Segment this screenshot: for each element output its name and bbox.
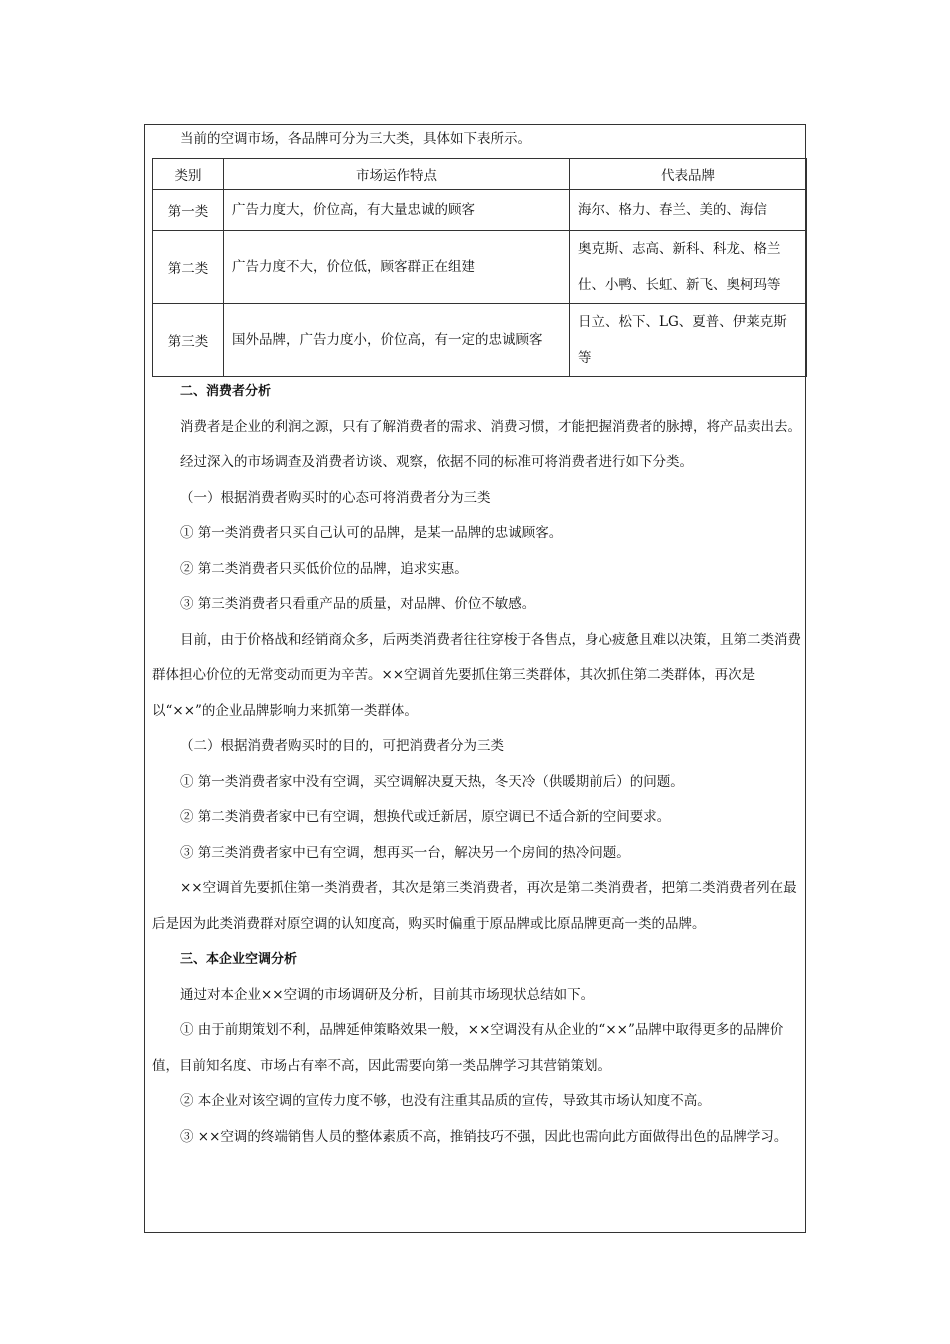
paragraph: 目前，由于价格战和经销商众多，后两类消费者往往穿梭于各售点，身心疲惫且难以决策，且第二类消费群体担心价位的无常变动而更为辛苦。××空调首先要抓住第三类群体，其次抓住第二类群体，再次是以“××”的企业品牌影响力来抓第一类群体。 xyxy=(152,631,801,719)
section-heading: 三、本企业空调分析 xyxy=(180,952,298,967)
row-category: 第二类 xyxy=(153,231,224,304)
list-item: ② 第二类消费者只买低价位的品牌，追求实惠。 xyxy=(180,560,468,577)
table-row xyxy=(153,304,807,377)
row-brands: 海尔、格力、春兰、美的、海信 xyxy=(570,190,807,231)
row-category: 第一类 xyxy=(153,190,224,231)
paragraph: 通过对本企业××空调的市场调研及分析，目前其市场现状总结如下。 xyxy=(180,986,595,1003)
section-heading: 二、消费者分析 xyxy=(180,384,272,399)
list-item: ② 本企业对该空调的宣传力度不够，也没有注重其品质的宣传，导致其市场认知度不高。 xyxy=(180,1093,711,1109)
list-item: ① 第一类消费者只买自己认可的品牌，是某一品牌的忠诚顾客。 xyxy=(180,525,563,541)
sub-heading: （二）根据消费者购买时的目的，可把消费者分为三类 xyxy=(180,738,504,754)
row-feature: 国外品牌，广告力度小，价位高，有一定的忠诚顾客 xyxy=(224,304,570,377)
intro-text: 当前的空调市场，各品牌可分为三大类，具体如下表所示。 xyxy=(180,131,531,147)
row-feature: 广告力度大，价位高，有大量忠诚的顾客 xyxy=(224,190,570,231)
list-item: ① 由于前期策划不利，品牌延伸策略效果一般，××空调没有从企业的“××”品牌中取得更多的品牌价值，目前知名度、市场占有率不高，因此需要向第一类品牌学习其营销策划。 xyxy=(152,1022,784,1074)
document-body xyxy=(152,374,802,1155)
table-header-row xyxy=(153,159,807,190)
list-item: ③ ××空调的终端销售人员的整体素质不高，推销技巧不强，因此也需向此方面做得出色的品牌学习。 xyxy=(180,1128,788,1145)
paragraph: ××空调首先要抓住第一类消费者，其次是第三类消费者，再次是第二类消费者，把第二类消费者列在最后是因为此类消费群对原空调的认知度高，购买时偏重于原品牌或比原品牌更高一类的品牌。 xyxy=(152,880,797,932)
list-item: ③ 第三类消费者只看重产品的质量，对品牌、价位不敏感。 xyxy=(180,596,536,612)
list-item: ③ 第三类消费者家中已有空调，想再买一台，解决另一个房间的热冷问题。 xyxy=(180,844,630,861)
table-row xyxy=(153,231,807,304)
header-feature: 市场运作特点 xyxy=(224,159,570,190)
list-item: ② 第二类消费者家中已有空调，想换代或迁新居，原空调已不适合新的空间要求。 xyxy=(180,809,671,825)
row-category: 第三类 xyxy=(153,304,224,377)
list-item: ① 第一类消费者家中没有空调，买空调解决夏天热，冬天冷（供暖期前后）的问题。 xyxy=(180,773,684,790)
header-brands: 代表品牌 xyxy=(570,159,807,190)
row-feature: 广告力度不大，价位低，顾客群正在组建 xyxy=(224,231,570,304)
table-row xyxy=(153,190,807,231)
header-category: 类别 xyxy=(153,159,224,190)
row-brands: 日立、松下、LG、夏普、伊莱克斯等 xyxy=(570,304,807,377)
sub-heading: （一）根据消费者购买时的心态可将消费者分为三类 xyxy=(180,489,491,506)
brand-table xyxy=(152,158,807,377)
paragraph: 消费者是企业的利润之源，只有了解消费者的需求、消费习惯，才能把握消费者的脉搏，将产品卖出去。 xyxy=(180,418,801,435)
row-brands: 奥克斯、志高、新科、科龙、格兰仕、小鸭、长虹、新飞、奥柯玛等 xyxy=(570,231,807,304)
paragraph: 经过深入的市场调查及消费者访谈、观察，依据不同的标准可将消费者进行如下分类。 xyxy=(180,454,693,470)
